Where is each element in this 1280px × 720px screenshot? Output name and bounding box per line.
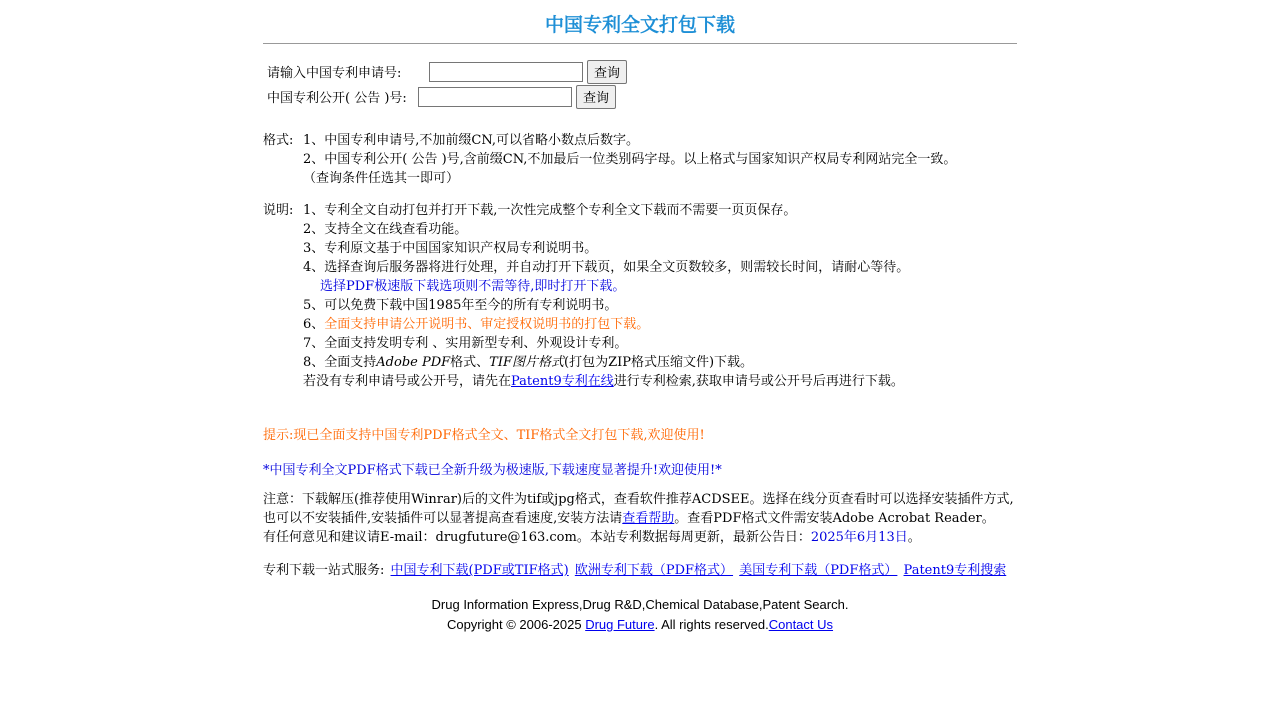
patent9-search-link[interactable]: Patent9专利搜索 bbox=[903, 563, 1007, 578]
format-label: 格式: bbox=[263, 133, 294, 148]
us-patent-link[interactable]: 美国专利下载（PDF格式） bbox=[739, 563, 898, 578]
item8-c: 格式、 bbox=[450, 355, 490, 370]
page-container bbox=[263, 0, 1017, 635]
pub-no-input[interactable] bbox=[418, 87, 572, 107]
item8-e: (打包为ZIP格式压缩文件)下载。 bbox=[564, 355, 754, 370]
explain-item: 4、选择查询后服务器将进行处理，并自动打开下载页，如果全文页数较多，则需较长时间，请耐心等待。 bbox=[303, 260, 910, 275]
format-item: （查询条件任选其一即可） bbox=[303, 171, 460, 186]
format-section bbox=[263, 131, 1017, 188]
pub-no-row bbox=[263, 84, 1017, 109]
divider bbox=[263, 43, 1017, 44]
copyright-text: Copyright © 2006-2025 bbox=[446, 617, 586, 632]
latest-date: 2025年6月13日 bbox=[810, 530, 908, 545]
upgrade-text: *中国专利全文PDF格式下载已全新升级为极速版,下载速度显著提升!欢迎使用!* bbox=[263, 463, 722, 478]
app-no-input[interactable] bbox=[429, 62, 583, 82]
explain-item: 3、专利原文基于中国国家知识产权局专利说明书。 bbox=[303, 241, 598, 256]
app-no-query-button[interactable]: 查询 bbox=[587, 60, 627, 84]
footer bbox=[263, 595, 1017, 635]
explain-item6-prefix: 6、 bbox=[303, 317, 325, 332]
item8-a: 8、全面支持 bbox=[303, 355, 377, 370]
explain-item6-text: 全面支持申请公开说明书、审定授权说明书的打包下载。 bbox=[324, 317, 650, 332]
patent9-prefix: 若没有专利申请号或公开号，请先在 bbox=[303, 374, 512, 389]
explain-item: 1、专利全文自动打包并打开下载,一次性完成整个专利全文下载而不需要一页页保存。 bbox=[303, 203, 797, 218]
explain-item: 2、支持全文在线查看功能。 bbox=[303, 222, 468, 237]
drug-future-link[interactable]: Drug Future bbox=[585, 617, 655, 632]
services-label: 专利下载一站式服务: bbox=[263, 563, 385, 578]
explain-item: 5、可以免费下载中国1985年至今的所有专利说明书。 bbox=[303, 298, 618, 313]
app-no-row bbox=[263, 59, 1017, 84]
rights-text: . All rights reserved. bbox=[654, 617, 769, 632]
search-form bbox=[263, 59, 1017, 109]
item8-d: TIF图片格式 bbox=[489, 355, 564, 370]
note-line2-prefix: 也可以不安装插件,安装插件可以显著提高查看速度,安装方法请 bbox=[263, 511, 623, 526]
help-link[interactable]: 查看帮助 bbox=[622, 511, 675, 526]
explain-label: 说明: bbox=[263, 203, 294, 218]
format-item: 2、中国专利公开( 公告 )号,含前缀CN,不加最后一位类别码字母。以上格式与国家知识产权局专利网站完全一致。 bbox=[303, 152, 957, 167]
format-item: 1、中国专利申请号,不加前缀CN,可以省略小数点后数字。 bbox=[303, 133, 640, 148]
explain-item8 bbox=[303, 353, 1017, 372]
app-no-label: 请输入中国专利申请号: bbox=[267, 66, 402, 81]
patent9-line bbox=[303, 372, 1017, 391]
cn-patent-link[interactable]: 中国专利下载(PDF或TIF格式) bbox=[390, 563, 569, 578]
patent9-link[interactable]: Patent9专利在线 bbox=[511, 374, 614, 389]
patent9-suffix: 进行专利检索,获取申请号或公开号后再进行下载。 bbox=[613, 374, 904, 389]
note-line2 bbox=[263, 509, 1017, 528]
explain-item4-sub: 选择PDF极速版下载选项则不需等待,即时打开下载。 bbox=[320, 279, 626, 294]
ep-patent-link[interactable]: 欧洲专利下载（PDF格式） bbox=[574, 563, 734, 578]
explain-item6 bbox=[303, 315, 1017, 334]
pub-no-label: 中国专利公开( 公告 )号: bbox=[267, 91, 407, 106]
pub-no-query-button[interactable]: 查询 bbox=[576, 85, 616, 109]
contact-us-link[interactable]: Contact Us bbox=[768, 617, 834, 632]
note-line3-prefix: 有任何意见和建议请E-mail：drugfuture@163.com。本站专利数据每周更新，最新公告日： bbox=[263, 530, 811, 545]
tip-text: 提示:现已全面支持中国专利PDF格式全文、TIF格式全文打包下载,欢迎使用! bbox=[263, 428, 705, 443]
explain-item: 7、全面支持发明专利 、实用新型专利、外观设计专利。 bbox=[303, 336, 628, 351]
services-row bbox=[263, 559, 1017, 578]
explain-section bbox=[263, 201, 1017, 391]
page-title: 中国专利全文打包下载 bbox=[544, 14, 735, 36]
footer-line1: Drug Information Express,Drug R&D,Chemical Database,Patent Search. bbox=[431, 597, 849, 612]
note-section bbox=[263, 490, 1017, 547]
footer-line2 bbox=[263, 615, 1017, 635]
note-line3 bbox=[263, 528, 1017, 547]
note-line2-suffix: 。查看PDF格式文件需安装Adobe Acrobat Reader。 bbox=[674, 511, 995, 526]
note-line3-end: 。 bbox=[907, 530, 921, 545]
note-line1: 注意：下载解压(推荐使用Winrar)后的文件为tif或jpg格式，查看软件推荐ACDSEE。选择在线分页查看时可以选择安装插件方式, bbox=[263, 492, 1014, 507]
item8-b: Adobe PDF bbox=[376, 355, 451, 370]
